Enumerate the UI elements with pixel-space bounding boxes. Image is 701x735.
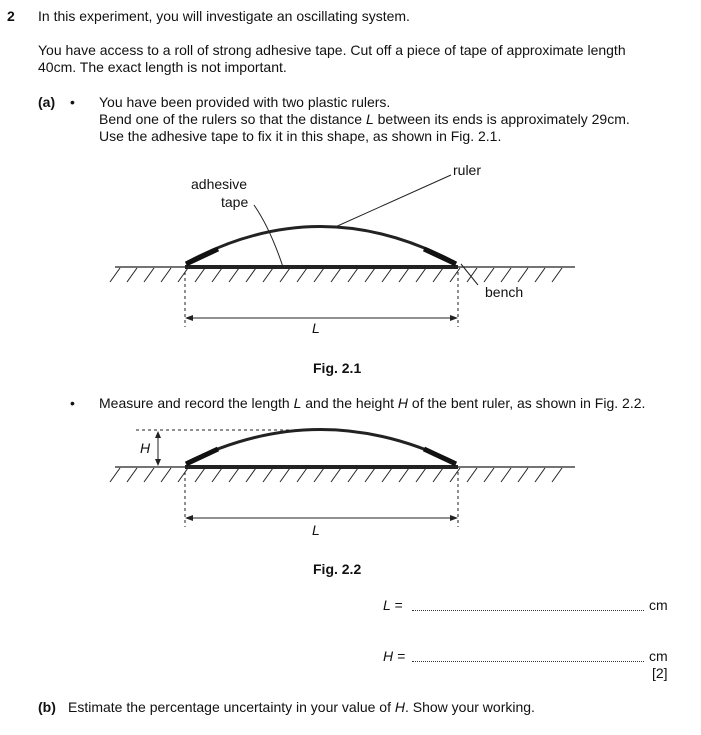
figure-2-2 (0, 415, 701, 615)
label-adhesive: adhesive (191, 176, 248, 192)
part-b-post: . Show your working. (404, 699, 535, 715)
part-a-line3: Use the adhesive tape to fix it in this shape, as shown in Fig. 2.1. (99, 128, 502, 144)
H-arrow-bottom (155, 459, 161, 466)
L-answer-label: L = (383, 597, 403, 613)
fig-2-2-caption: Fig. 2.2 (313, 561, 362, 577)
H-answer-label: H = (383, 648, 406, 664)
H-arrow-top (155, 431, 161, 438)
bullet-1: • (70, 94, 75, 110)
tape-right (424, 249, 456, 264)
L-answer-field[interactable] (412, 610, 644, 611)
intro-text: In this experiment, you will investigate an oscillating system. (38, 8, 410, 24)
variable-H: H (397, 395, 409, 411)
tape-right-2 (424, 449, 456, 464)
tape-instruction-line2: 40cm. The exact length is not important. (38, 59, 287, 75)
label-H: H (140, 440, 151, 456)
part-a-label: (a) (38, 94, 56, 110)
L-answer-unit: cm (649, 597, 668, 613)
part-b-label: (b) (38, 699, 56, 715)
label-L: L (312, 320, 320, 336)
variable-L: L (365, 111, 374, 127)
bent-ruler (186, 227, 456, 264)
L2-arrow-right (450, 515, 458, 521)
measure-post: of the bent ruler, as shown in Fig. 2.2. (408, 395, 646, 411)
label-L-2: L (312, 522, 320, 538)
part-a-line2-post: between its ends is approximately 29cm. (373, 111, 630, 127)
bench-hatching (110, 268, 562, 282)
measure-mid: and the height (301, 395, 398, 411)
part-a-line1: You have been provided with two plastic rulers. (99, 94, 391, 110)
bent-ruler-2 (186, 430, 456, 464)
L2-arrow-left (185, 515, 193, 521)
flat-ruler (185, 265, 458, 269)
variable-H-b: H (394, 699, 405, 715)
part-b-pre: Estimate the percentage uncertainty in your value of (68, 699, 395, 715)
flat-ruler-2 (185, 465, 458, 469)
marks-indicator: [2] (652, 665, 668, 681)
H-answer-field[interactable] (412, 661, 644, 662)
fig-2-1-caption: Fig. 2.1 (313, 360, 362, 376)
variable-L-2: L (293, 395, 302, 411)
part-a-line2-pre: Bend one of the rulers so that the distance (99, 111, 366, 127)
tape-leader-line (254, 205, 283, 267)
label-tape: tape (221, 194, 249, 210)
label-ruler: ruler (453, 162, 482, 178)
tape-left-2 (186, 449, 218, 464)
measure-pre: Measure and record the length (99, 395, 294, 411)
bullet-2: • (70, 395, 75, 411)
measure-instruction (99, 395, 645, 412)
ruler-leader-line (333, 175, 451, 228)
label-bench: bench (485, 284, 524, 300)
L-arrow-right (450, 315, 458, 321)
bench-hatching-2 (110, 468, 562, 482)
question-number: 2 (7, 8, 15, 24)
H-answer-unit: cm (649, 648, 668, 664)
part-b-text (68, 699, 535, 716)
L-arrow-left (185, 315, 193, 321)
tape-left (186, 249, 218, 264)
tape-instruction-line1: You have access to a roll of strong adhesive tape. Cut off a piece of tape of approximate length (38, 42, 626, 58)
